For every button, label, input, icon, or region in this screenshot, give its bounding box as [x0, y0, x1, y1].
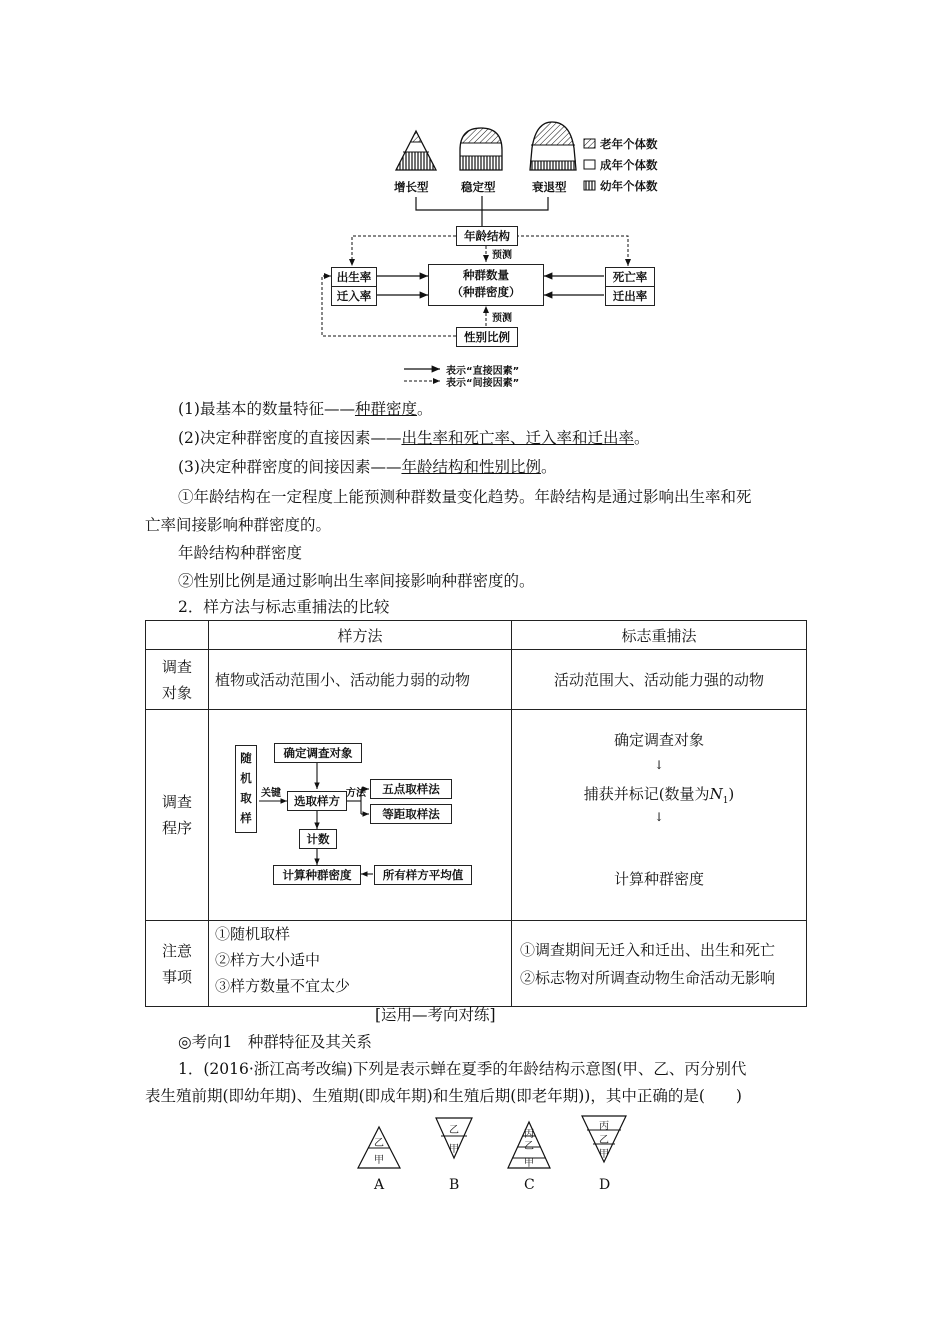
predict-top: 预测 [492, 250, 512, 261]
random-char-4: 样 [240, 811, 252, 825]
table-header-row [146, 621, 807, 650]
question-1-line2: 表生殖前期(即幼年期)、生殖期(即成年期)和生殖后期(即老年期))，其中正确的是( ) [145, 1087, 742, 1105]
node-population-density [428, 264, 544, 306]
table-row-procedure [146, 710, 807, 921]
procedure-quadrat-flow [209, 710, 512, 921]
node-death-rate: 死亡率 [605, 267, 655, 287]
optA-jia: 甲 [374, 1155, 384, 1166]
declining-pyramid [525, 118, 581, 170]
mr-step-2-end: ) [728, 785, 735, 803]
pyramid-label-stable: 稳定型 [461, 180, 496, 194]
corner-cell [146, 621, 209, 650]
note-a3: ③样方数量不宜太少 [215, 977, 351, 995]
row-label-subject [146, 650, 209, 710]
mr-step-2-var: N [709, 785, 723, 803]
center-line2: （种群密度） [451, 285, 521, 299]
notes-quadrat [209, 921, 512, 1007]
legend-old: 老年个体数 [600, 137, 658, 151]
optC-bing: 丙 [524, 1129, 534, 1140]
legend-young: 幼年个体数 [600, 179, 658, 193]
flow-calc-density: 计算种群密度 [273, 865, 361, 885]
p2-post: 。 [633, 429, 650, 447]
procedure-mark-recapture [512, 710, 807, 921]
answer-options-figures [0, 1110, 950, 1210]
legend-adult: 成年个体数 [600, 158, 658, 172]
flow-determine: 确定调查对象 [274, 743, 362, 763]
optD-bing: 丙 [599, 1121, 609, 1132]
point-1 [178, 394, 843, 424]
p1-answer: 种群密度 [354, 400, 417, 418]
node-birth-rate: 出生率 [331, 267, 377, 287]
header-quadrat: 样方法 [209, 621, 512, 650]
note-a2: ②样方大小适中 [215, 951, 321, 969]
label-b: 对象 [161, 683, 192, 702]
key-indirect: 表示“间接因素” [446, 378, 520, 389]
option-label-d[interactable]: D [599, 1177, 611, 1193]
circle-1-extra: 年龄结构种群密度 [178, 544, 303, 562]
stable-pyramid [455, 125, 507, 170]
p2-answer: 出生率和死亡率、迁入率和迁出率 [401, 429, 634, 447]
random-char-2: 机 [240, 771, 252, 785]
mr-arrow-1: ↓ [653, 758, 665, 772]
notes-mark-recapture [512, 921, 807, 1007]
p3-pre: (3)决定种群密度的间接因素—— [178, 458, 402, 476]
label-a: 调查 [161, 657, 192, 676]
label-b: 程序 [161, 819, 192, 837]
node-emigration-rate: 迁出率 [605, 286, 655, 306]
row-label-procedure [146, 710, 209, 921]
row-label-notes [146, 921, 209, 1007]
table-row-notes [146, 921, 807, 1007]
label-a: 调查 [161, 793, 192, 811]
flow-count: 计数 [299, 829, 337, 849]
p3-answer: 年龄结构和性别比例 [401, 458, 541, 476]
optD-yi: 乙 [599, 1135, 609, 1146]
question-1-line1: 1．(2016·浙江高考改编)下列是表示蝉在夏季的年龄结构示意图(甲、乙、丙分别代 [178, 1060, 747, 1078]
mr-arrow-2: ↓ [653, 810, 665, 824]
flow-key-label: 关键 [261, 788, 281, 799]
mr-step-3: 计算种群密度 [613, 870, 704, 888]
mr-step-2-text: 捕获并标记(数量为 [583, 785, 710, 803]
mr-step-2 [513, 783, 805, 806]
label-a: 注意 [161, 941, 192, 960]
practice-header: [运用—考向对练] [375, 1006, 496, 1024]
note-b2: ②标志物对所调查动物生命活动无影响 [520, 968, 776, 987]
key-direct: 表示“直接因素” [446, 366, 520, 377]
center-line1: 种群数量 [463, 268, 509, 282]
note-a1: ①随机取样 [215, 925, 291, 943]
optC-jia: 甲 [524, 1158, 534, 1169]
pyramid-label-growth: 增长型 [394, 180, 429, 194]
p1-pre: (1)最基本的数量特征—— [178, 400, 355, 418]
topic-heading: ◎考向1 种群特征及其关系 [178, 1033, 372, 1051]
header-mark-recapture: 标志重捕法 [512, 621, 807, 650]
optB-yi: 乙 [449, 1125, 459, 1136]
flow-method-label: 方法 [346, 788, 366, 799]
optC-yi: 乙 [524, 1141, 534, 1152]
circle-1-line1: ①年龄结构在一定程度上能预测种群数量变化趋势。年龄结构是通过影响出生率和死 [178, 488, 752, 506]
pyramid-label-declining: 衰退型 [532, 180, 567, 194]
note-b1: ①调查期间无迁入和迁出、出生和死亡 [520, 940, 776, 959]
point-3 [178, 452, 843, 482]
option-label-a[interactable]: A [374, 1177, 385, 1193]
subject-mark-recapture: 活动范围大、活动能力强的动物 [512, 650, 807, 710]
section-2-heading: 2．样方法与标志重捕法的比较 [178, 598, 390, 616]
mr-step-2-sub: 1 [722, 796, 729, 806]
node-sex-ratio: 性别比例 [456, 327, 518, 347]
p3-post: 。 [540, 458, 557, 476]
option-label-b[interactable]: B [449, 1177, 460, 1193]
node-immigration-rate: 迁入率 [331, 286, 377, 306]
optD-jia: 甲 [599, 1149, 609, 1160]
p2-pre: (2)决定种群密度的直接因素—— [178, 429, 402, 447]
random-char-3: 取 [240, 791, 252, 805]
optB-jia: 甲 [449, 1144, 459, 1155]
mr-step-1: 确定调查对象 [613, 731, 704, 749]
predict-bottom: 预测 [492, 313, 512, 324]
optA-yi: 乙 [374, 1138, 384, 1149]
circle-1-line2: 亡率间接影响种群密度的。 [145, 516, 332, 534]
node-age-structure: 年龄结构 [456, 226, 518, 246]
point-2 [178, 423, 843, 453]
flow-select-quadrat: 选取样方 [287, 791, 347, 811]
flow-random-sampling [235, 745, 257, 833]
flow-five-point: 五点取样法 [370, 779, 452, 799]
flow-equal-distance: 等距取样法 [370, 804, 452, 824]
option-label-c[interactable]: C [524, 1177, 535, 1193]
label-b: 事项 [161, 967, 192, 986]
comparison-table [145, 620, 807, 1007]
p1-post: 。 [416, 400, 433, 418]
flow-average: 所有样方平均值 [374, 865, 472, 885]
table-row-subject [146, 650, 807, 710]
random-char-1: 随 [240, 751, 252, 765]
subject-quadrat: 植物或活动范围小、活动能力弱的动物 [209, 650, 512, 710]
circle-2: ②性别比例是通过影响出生率间接影响种群密度的。 [178, 572, 535, 590]
